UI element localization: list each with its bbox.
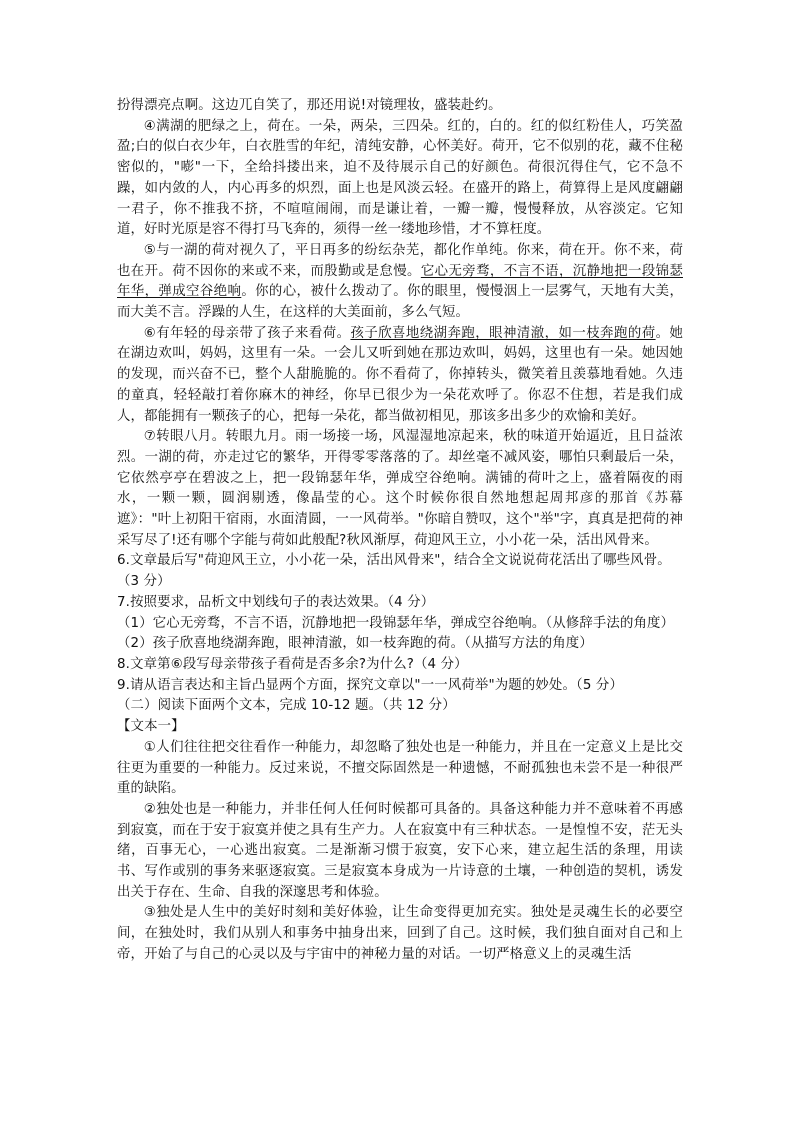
document-page: [117, 96, 683, 966]
paragraph-text: 。你的心，被什么拨动了。你的眼里，慢慢洇上一层雾气，天地有大美，而大美不言。浮躁的人生，在这样的大美面前，多么气短。: [117, 284, 683, 321]
passage-body: [117, 96, 683, 551]
question-q9: 9.请从语言表达和主旨凸显两个方面，探究文章以"一一风荷举"为题的妙处。（5 分）: [117, 677, 623, 693]
underlined-sentence: 孩子欣喜地绕湖奔跑，眼神清澈，如一枝奔跑的荷: [350, 325, 656, 341]
paragraph-text: ④满湖的肥绿之上，荷在。一朵，两朵，三四朵。红的，白的。红的似红粉佳人，巧笑盈盈;白的似白衣少年，白衣胜雪的年纪，清纯安静，心怀美好。荷开，它不似别的花，藏不住秘密似的，"嘭"一下，全给抖搂出来，迫不及待展示自己的好颜色。荷很沉得住气，它不急不躁，如内敛的人，内心再多的炽烈，面上也是风淡云轻。在盛开的路上，荷算得上是风度翩翩一君子，你不推我不挤，不喧喧闹闹，而是谦让着，一瓣一瓣，慢慢释放，从容淡定。它知道，好时光原是容不得打马飞奔的，须得一丝一缕地珍惜，才不算枉度。: [117, 118, 683, 238]
paragraph-p5: [117, 241, 683, 324]
question-q7a: （1）它心无旁骛，不言不语，沉静地把一段锦瑟年华，弹成空谷绝响。（从修辞手法的角度）: [117, 615, 675, 631]
underlined-sentence: 它心无旁骛，不言不语，沉静地把一段锦瑟年华，弹成空谷绝响: [117, 263, 683, 300]
paragraph-p4: [117, 117, 683, 241]
question-q7b: （2）孩子欣喜地绕湖奔跑，眼神清澈，如一枝奔跑的荷。（从描写方法的角度）: [117, 636, 593, 652]
paragraph-text: ⑦转眼八月。转眼九月。雨一场接一场，风湿湿地凉起来，秋的味道开始逼近，且日益浓烈。一湖的荷，亦走过它的繁华，开得零零落落的了。却丝毫不减风姿，哪怕只剩最后一朵，它依然亭亭在碧波之上，把一段锦瑟年华，弹成空谷绝响。满铺的荷叶之上，盛着隔夜的雨水，一颗一颗，圆润剔透，像晶莹的心。这个时候你很自然地想起周邦彦的那首《苏幕遮》："叶上初阳干宿雨，水面清圆，一一风荷举。"你暗自赞叹，这个"举"字，真真是把荷的神采写尽了!还有哪个字能与荷如此般配?秋风渐厚，荷迎风王立，小小花一朵，活出风骨来。: [117, 429, 683, 548]
text-one-paragraph-t2: ②独处也是一种能力，并非任何人任何时候都可具备的。具备这种能力并不意味着不再感到寂寞，而在于安于寂寞并使之具有生产力。人在寂寞中有三种状态。一是惶惶不安，茫无头绪，百事无心，一心逃出寂寞。二是渐渐习惯于寂寞，安下心来，建立起生活的条理，用读书、写作或别的事务来驱逐寂寞。三是寂寞本身成为一片诗意的土壤，一种创造的契机，诱发出关于存在、生命、自我的深邃思考和体验。: [117, 801, 683, 900]
question-q7: 7.按照要求，品析文中划线句子的表达效果。（4 分）: [117, 594, 435, 610]
question-q8: 8.文章第⑥段写母亲带孩子看荷是否多余?为什么?（4 分）: [117, 656, 468, 672]
text-one-paragraph-t1: ①人们往往把交往看作一种能力，却忽略了独处也是一种能力，并且在一定意义上是比交往更为重要的一种能力。反过来说，不擅交际固然是一种遗憾，不耐孤独也未尝不是一种很严重的缺陷。: [117, 739, 683, 797]
paragraph-text: ⑤与一湖的荷对视久了，平日再多的纷纭杂芜，都化作单纯。你来，荷在开。你不来，荷也在开。荷不因你的来或不来，而殷勤或是怠慢。: [117, 242, 683, 279]
paragraph-text: 。她在湖边欢叫，妈妈，这里有一朵。一会儿又听到她在那边欢叫，妈妈，这里也有一朵。她因她的发现，而兴奋不已，整个人甜脆脆的。你不看荷了，你掉转头，微笑着且羡慕地看她。久违的童真，轻轻敲打着你麻木的神经，你早已很少为一朵花欢呼了。你忍不住想，若是我们成人，都能拥有一颗孩子的心，把每一朵花，都当做初相见，那该多出多少的欢愉和美好。: [117, 325, 683, 424]
paragraph-p0: [117, 96, 683, 117]
text-one-body: [117, 738, 683, 966]
paragraph-text: ⑥有年轻的母亲带了孩子来看荷。: [143, 325, 351, 341]
paragraph-p7: [117, 427, 683, 551]
question-txt1: 【文本一】: [117, 719, 185, 735]
question-list: [117, 551, 683, 737]
paragraph-text: 扮得漂亮点啊。这边兀自笑了，那还用说!对镜理妆，盛装赴约。: [117, 98, 502, 113]
text-one-paragraph-t3: ③独处是人生中的美好时刻和美好体验，让生命变得更加充实。独处是灵魂生长的必要空间，在独处时，我们从别人和事务中抽身出来，回到了自己。这时候，我们独自面对自己和上帝，开始了与自己的心灵以及与宇宙中的神秘力量的对话。一切严格意义上的灵魂生活: [117, 905, 683, 962]
question-q6: 6.文章最后写"荷迎风王立，小小花一朵，活出风骨来"，结合全文说说荷花活出了哪些风骨。（3 分）: [117, 553, 671, 590]
paragraph-p6: [117, 324, 683, 428]
question-sec2: （二）阅读下面两个文本，完成 10-12 题。（共 12 分）: [117, 698, 456, 714]
